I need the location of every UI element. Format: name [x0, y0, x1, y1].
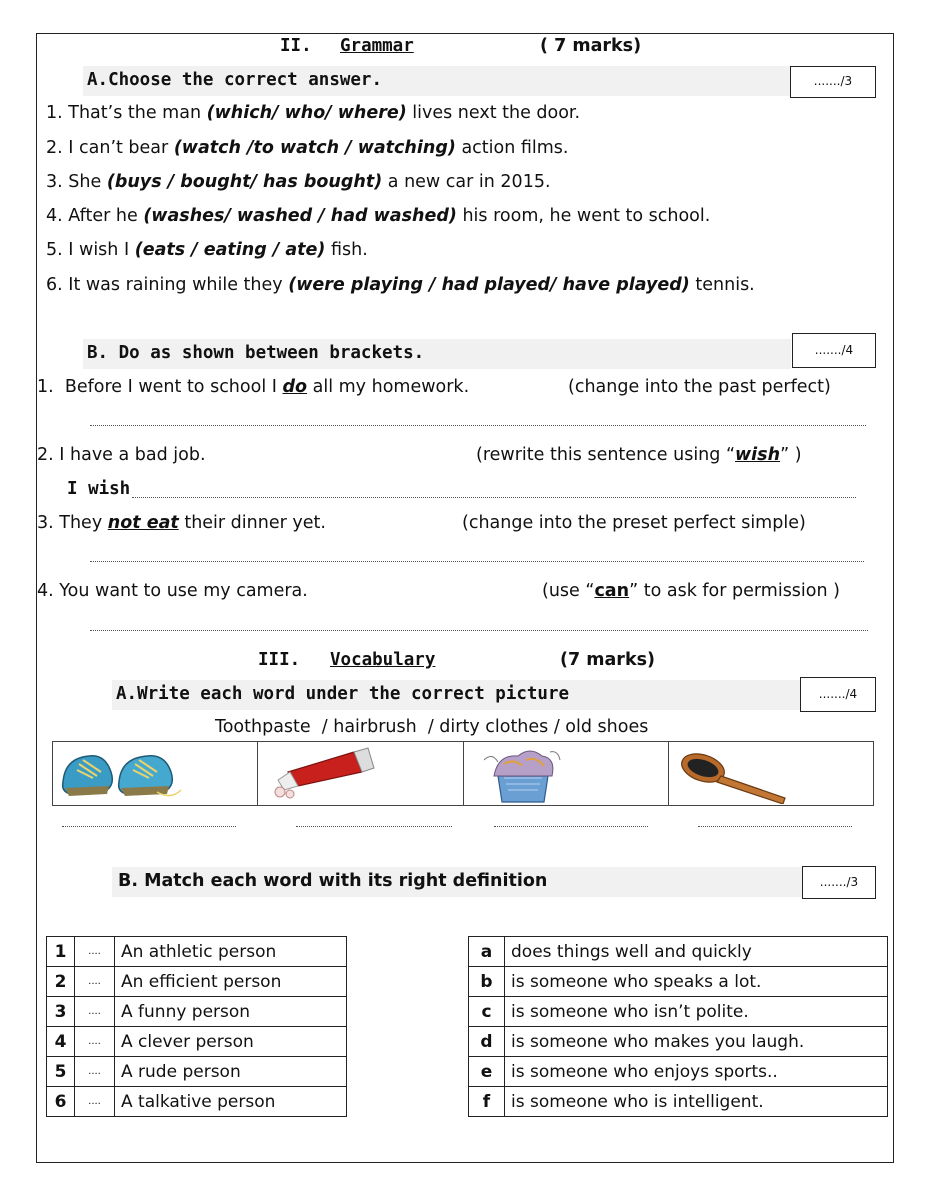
vocabulary-section-title: Vocabulary [330, 650, 436, 670]
answer-line-q1[interactable] [90, 425, 866, 426]
right-row-letter: c [469, 997, 505, 1027]
toothpaste-picture-icon [258, 742, 458, 804]
table-row [47, 1087, 347, 1117]
left-row-number: 3 [47, 997, 75, 1027]
left-row-number: 6 [47, 1087, 75, 1117]
right-row-text: does things well and quickly [505, 937, 888, 967]
left-row-text: A clever person [115, 1027, 347, 1057]
table-row [469, 937, 888, 967]
old-shoes-picture-icon [53, 742, 193, 804]
left-row-blank[interactable]: .... [75, 1087, 115, 1117]
transform-q1-instruction: (change into the past perfect) [568, 377, 831, 397]
picture-cell-2 [258, 742, 463, 805]
left-row-text: A funny person [115, 997, 347, 1027]
right-row-text: is someone who is intelligent. [505, 1087, 888, 1117]
transform-q4: 4. You want to use my camera. [37, 581, 308, 601]
vocabulary-section-number: III. [258, 650, 301, 670]
table-row [47, 1027, 347, 1057]
left-row-blank[interactable]: .... [75, 1057, 115, 1087]
transform-q2: 2. I have a bad job. [37, 445, 206, 465]
left-row-text: A rude person [115, 1057, 347, 1087]
left-row-number: 2 [47, 967, 75, 997]
hairbrush-picture-icon [669, 742, 869, 804]
table-row [47, 967, 347, 997]
picture-answer-line-2[interactable] [296, 826, 452, 827]
table-row [469, 1027, 888, 1057]
left-row-blank[interactable]: .... [75, 1027, 115, 1057]
left-row-blank[interactable]: .... [75, 967, 115, 997]
vocab-part-a-title: A.Write each word under the correct picture [116, 684, 570, 704]
matching-left-table [46, 936, 347, 1117]
right-row-text: is someone who isn’t polite. [505, 997, 888, 1027]
mcq-item-2: 2. I can’t bear (watch /to watch / watching) action films. [46, 138, 569, 158]
left-row-blank[interactable]: .... [75, 937, 115, 967]
mcq-item-5: 5. I wish I (eats / eating / ate) fish. [46, 240, 368, 260]
grammar-part-b-title: B. Do as shown between brackets. [87, 343, 425, 363]
word-bank: Toothpaste / hairbrush / dirty clothes / old shoes [215, 717, 649, 737]
left-row-number: 1 [47, 937, 75, 967]
grammar-part-a-title: A.Choose the correct answer. [87, 70, 383, 90]
transform-q3: 3. They not eat their dinner yet. [37, 513, 326, 533]
picture-answer-line-3[interactable] [494, 826, 648, 827]
left-row-number: 5 [47, 1057, 75, 1087]
right-row-text: is someone who makes you laugh. [505, 1027, 888, 1057]
table-row [469, 1087, 888, 1117]
right-row-letter: d [469, 1027, 505, 1057]
right-row-text: is someone who speaks a lot. [505, 967, 888, 997]
vocab-part-a-score-box: ......./4 [800, 677, 876, 712]
transform-q2-instruction: (rewrite this sentence using “wish” ) [476, 445, 802, 465]
mcq-item-3: 3. She (buys / bought/ has bought) a new car in 2015. [46, 172, 551, 192]
vocab-part-b-score-box: ......./3 [802, 866, 876, 899]
vocabulary-marks: (7 marks) [560, 650, 655, 670]
transform-q2-starter: I wish [67, 479, 131, 499]
picture-cell-1 [53, 742, 258, 805]
vocab-part-b-title: B. Match each word with its right definition [118, 871, 548, 891]
grammar-part-a-score-box: ......./3 [790, 66, 876, 98]
left-row-blank[interactable]: .... [75, 997, 115, 1027]
table-row [47, 997, 347, 1027]
right-row-letter: f [469, 1087, 505, 1117]
picture-cell-4 [669, 742, 873, 805]
matching-right-table [468, 936, 888, 1117]
grammar-marks: ( 7 marks) [540, 36, 642, 56]
answer-line-q2[interactable] [132, 497, 856, 498]
left-row-text: An athletic person [115, 937, 347, 967]
table-row [469, 1057, 888, 1087]
table-row [47, 937, 347, 967]
answer-line-q4[interactable] [90, 630, 868, 631]
picture-answer-line-4[interactable] [698, 826, 852, 827]
table-row [47, 1057, 347, 1087]
mcq-item-6: 6. It was raining while they (were playing / had played/ have played) tennis. [46, 275, 755, 295]
table-row [469, 997, 888, 1027]
grammar-section-title: Grammar [340, 36, 414, 56]
left-row-number: 4 [47, 1027, 75, 1057]
grammar-part-b-score-box: ......./4 [792, 333, 876, 368]
table-row [469, 967, 888, 997]
picture-row [52, 741, 874, 806]
mcq-item-1: 1. That’s the man (which/ who/ where) lives next the door. [46, 103, 581, 123]
right-row-text: is someone who enjoys sports.. [505, 1057, 888, 1087]
transform-q3-instruction: (change into the preset perfect simple) [462, 513, 806, 533]
picture-answer-line-1[interactable] [62, 826, 236, 827]
left-row-text: An efficient person [115, 967, 347, 997]
answer-line-q3[interactable] [90, 561, 864, 562]
dirty-clothes-picture-icon [464, 742, 664, 804]
right-row-letter: b [469, 967, 505, 997]
right-row-letter: e [469, 1057, 505, 1087]
right-row-letter: a [469, 937, 505, 967]
left-row-text: A talkative person [115, 1087, 347, 1117]
transform-q1: 1. Before I went to school I do all my homework. [37, 377, 470, 397]
grammar-section-number: II. [280, 36, 312, 56]
transform-q4-instruction: (use “can” to ask for permission ) [542, 581, 840, 601]
picture-cell-3 [464, 742, 669, 805]
mcq-item-4: 4. After he (washes/ washed / had washed) his room, he went to school. [46, 206, 711, 226]
